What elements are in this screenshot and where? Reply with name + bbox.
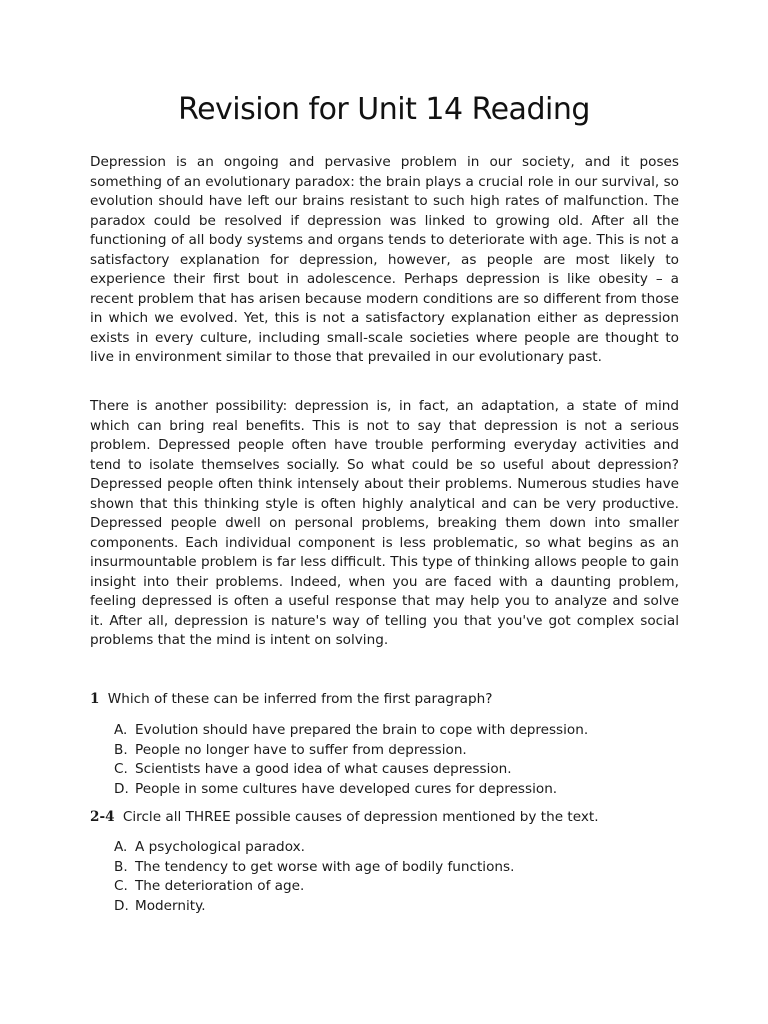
option-text: Scientists have a good idea of what causes depression. xyxy=(135,761,512,777)
question-2-4-options xyxy=(114,838,674,916)
question-1 xyxy=(90,690,690,710)
question-1-options xyxy=(114,721,674,799)
option-text: The deterioration of age. xyxy=(135,878,305,894)
option-c[interactable] xyxy=(114,760,674,780)
option-letter: A. xyxy=(114,839,128,855)
question-text: Circle all THREE possible causes of depression mentioned by the text. xyxy=(122,809,599,825)
option-text: People in some cultures have developed cures for depression. xyxy=(135,780,558,797)
option-letter: C. xyxy=(114,761,128,777)
option-d[interactable] xyxy=(114,897,674,917)
option-letter: D. xyxy=(114,780,129,797)
page-title: Revision for Unit 14 Reading xyxy=(178,92,590,127)
option-b[interactable] xyxy=(114,858,674,878)
option-a[interactable] xyxy=(114,838,674,858)
option-letter: D. xyxy=(114,897,129,914)
question-2-4 xyxy=(90,808,690,828)
question-number: 1 xyxy=(90,691,100,707)
option-text: People no longer have to suffer from depression. xyxy=(135,741,467,758)
question-number: 2-4 xyxy=(90,809,115,825)
paragraph-1: Depression is an ongoing and pervasive problem in our society, and it poses something of an evolutionary paradox: the brain plays a crucial role in our survival, so evolution should have left our brains resistant to such high rates of malfunction. The paradox could be resolved if depression was linked to growing old. After all the functioning of all body systems and organs tends to deteriorate with age. This is not a satisfactory explanation for depression, however, as people are most likely to experience their first bout in adolescence. Perhaps depression is like obesity – a recent problem that has arisen because modern conditions are so different from those in which we evolved. Yet, this is not a satisfactory explanation either as depression exists in every culture, including small-scale societies where people are thought to live in environment similar to those that prevailed in our evolutionary past. xyxy=(90,154,679,365)
option-c[interactable] xyxy=(114,877,674,897)
option-b[interactable] xyxy=(114,741,674,761)
option-letter: B. xyxy=(114,741,128,758)
option-a[interactable] xyxy=(114,721,674,741)
option-text: Evolution should have prepared the brain to cope with depression. xyxy=(135,722,589,738)
option-letter: C. xyxy=(114,878,128,894)
option-text: Modernity. xyxy=(135,897,206,914)
option-letter: B. xyxy=(114,858,128,875)
question-text: Which of these can be inferred from the first paragraph? xyxy=(107,691,493,707)
paragraph-2: There is another possibility: depression is, in fact, an adaptation, a state of mind which can bring real benefits. This is not to say that depression is not a serious problem. Depressed people often have trouble performing everyday activities and tend to isolate themselves socially. So what could be so useful about depression? Depressed people often think intensely about their problems. Numerous studies have shown that this thinking style is often highly analytical and can be very productive. Depressed people dwell on personal problems, breaking them down into smaller components. Each individual component is less problematic, so what begins as an insurmountable problem is far less difficult. This type of thinking allows people to gain insight into their problems. Indeed, when you are faced with a daunting problem, feeling depressed is often a useful response that may help you to analyze and solve it. After all, depression is nature's way of telling you that you've got complex social problems that the mind is intent on solving. xyxy=(90,398,679,648)
option-letter: A. xyxy=(114,722,128,738)
option-d[interactable] xyxy=(114,780,674,800)
option-text: A psychological paradox. xyxy=(135,839,305,855)
option-text: The tendency to get worse with age of bodily functions. xyxy=(135,858,515,875)
